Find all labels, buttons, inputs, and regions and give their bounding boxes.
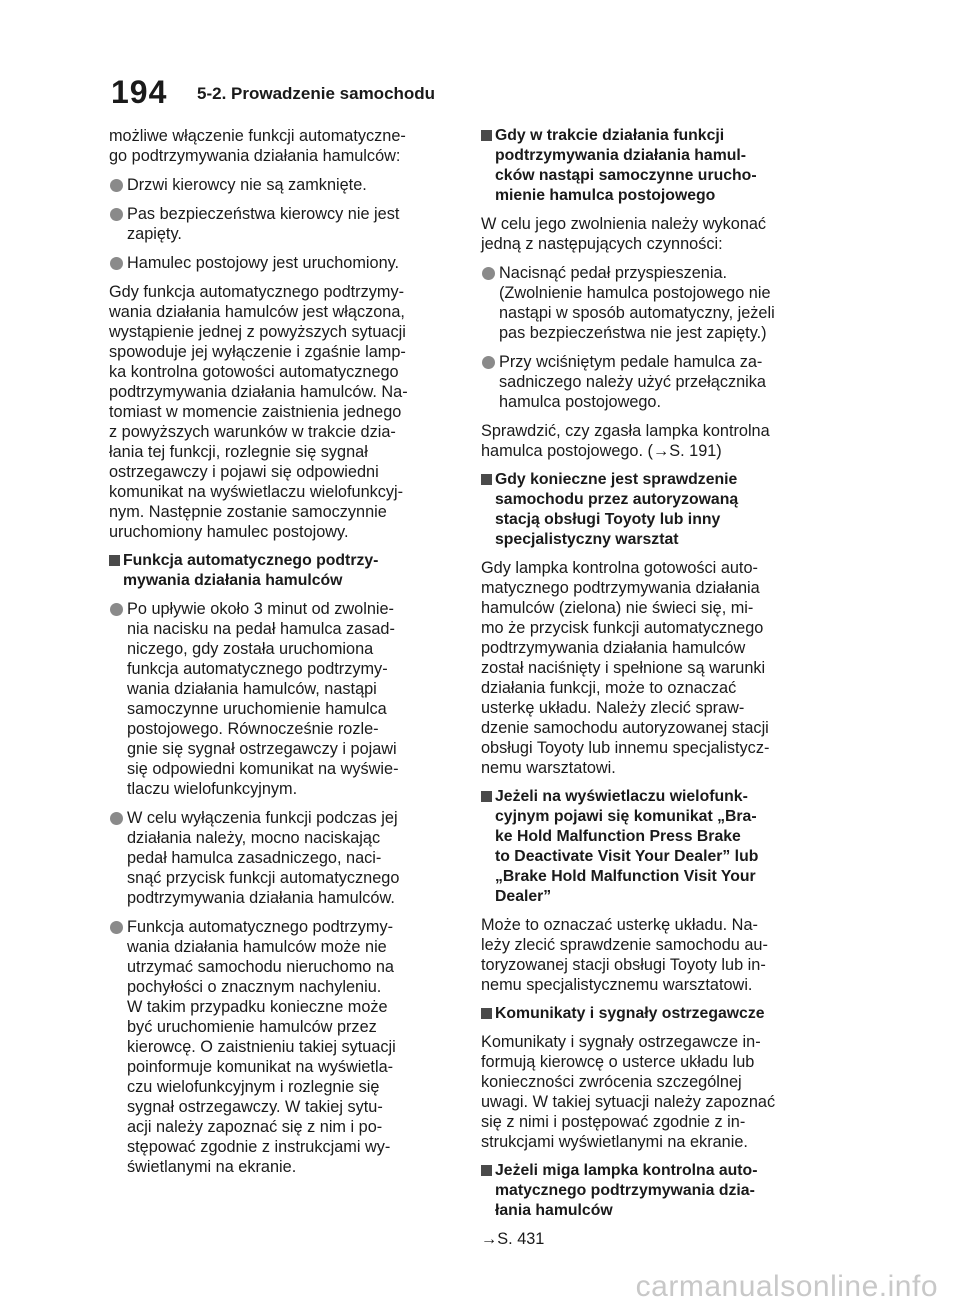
body-paragraph: W celu jego zwolnienia należy wykonać jedną z następujących czynności: <box>481 215 767 253</box>
bullet-parking-switch <box>481 352 823 412</box>
page-number: 194 <box>111 74 168 110</box>
bullet-parking-brake <box>109 253 451 273</box>
heading-malfunction-message <box>481 787 823 907</box>
bullet-dot-icon <box>110 208 123 221</box>
body-paragraph: Komunikaty i sygnały ostrzegawcze in- formują kierowcę o usterce układu lub konieczności zwrócenia szczególnej uwagi. W takiej sytuacji należy zapoznać się z nimi i postępować zgodnie z in- strukcjami wyświetlanymi na ekranie. <box>481 1033 776 1151</box>
heading-brake-hold-function <box>109 551 451 591</box>
bullet-text: Pas bezpieczeństwa kierowcy nie jest zapięty. <box>127 205 400 243</box>
bullet-dot-icon <box>482 356 495 369</box>
heading-square-icon <box>481 474 492 485</box>
left-column <box>109 126 451 1186</box>
bullet-dot-icon <box>110 257 123 270</box>
heading-messages-warnings <box>481 1004 823 1024</box>
body-paragraph: Może to oznaczać usterkę układu. Na- leży zlecić sprawdzenie samochodu au- toryzowanej stacji obsługi Toyoty lub in- nemu specjalistycznemu warsztatowi. <box>481 916 768 994</box>
heading-square-icon <box>481 791 492 802</box>
bullet-text: W celu wyłączenia funkcji podczas jej działania należy, mocno naciskając pedał hamulca zasadniczego, naci- snąć przycisk funkcji automatycznego podtrzymywania działania hamulców. <box>127 809 400 907</box>
bullet-text: Przy wciśniętym pedale hamulca za- sadniczego należy użyć przełącznika hamulca postojowego. <box>499 353 766 411</box>
heading-text: Gdy konieczne jest sprawdzenie samochodu przez autoryzowaną stacją obsługi Toyoty lub inny specjalistyczny warsztat <box>495 471 739 548</box>
bullet-dot-icon <box>110 812 123 825</box>
bullet-text: Hamulec postojowy jest uruchomiony. <box>127 254 400 272</box>
bullet-three-minutes <box>109 599 451 799</box>
right-column <box>481 126 823 1258</box>
heading-square-icon <box>481 1008 492 1019</box>
body-paragraph: Gdy lampka kontrolna gotowości auto- matycznego podtrzymywania działania hamulców (zielona) nie świeci się, mi- mo że przycisk funkcji automatycznego podtrzymywania działania hamulców został naciśnięty i spełnione są warunki działania funkcji, może to oznaczać usterkę układu. Należy zlecić spraw- dzenie samochodu autoryzowanej stacji obsługi Toyoty lub innemu specjalistycz- nemu warsztatowi. <box>481 559 770 777</box>
heading-square-icon <box>109 555 120 566</box>
heading-square-icon <box>481 1165 492 1176</box>
bullet-driver-door <box>109 175 451 195</box>
bullet-steep-slope <box>109 917 451 1177</box>
intro-paragraph: możliwe włączenie funkcji automatyczne- go podtrzymywania działania hamulców: <box>109 127 406 165</box>
bullet-dot-icon <box>110 603 123 616</box>
bullet-dot-icon <box>482 267 495 280</box>
section-title: 5-2. Prowadzenie samochodu <box>197 84 436 103</box>
page-reference: →S. 431 <box>481 1230 545 1248</box>
bullet-disable-function <box>109 808 451 908</box>
bullet-text: Drzwi kierowcy nie są zamknięte. <box>127 176 367 194</box>
bullet-text: Funkcja automatycznego podtrzymy- wania działania hamulców może nie utrzymać samochodu nieruchomo na pochyłości o znacznym nachyleniu. W takim przypadku konieczne może być uruchomienie hamulców przez kierowcę. O zaistnieniu takiej sytuacji poinformuje komunikat na wyświetla- czu wielofunkcyjnym i rozlegnie się sygnał ostrzegawczy. W takiej sytu- acji należy zapoznać się z nim i po- stępować zgodnie z instrukcjami wy- świetlanymi na ekranie. <box>127 918 396 1176</box>
heading-text: Komunikaty i sygnały ostrzegawcze <box>495 1005 765 1022</box>
bullet-dot-icon <box>110 921 123 934</box>
watermark: carmanualsonline.info <box>635 1270 938 1303</box>
bullet-accelerator <box>481 263 823 343</box>
heading-text: Jeżeli miga lampka kontrolna auto- matycznego podtrzymywania dzia- łania hamulców <box>495 1162 758 1219</box>
bullet-dot-icon <box>110 179 123 192</box>
heading-text: Jeżeli na wyświetlaczu wielofunk- cyjnym pojawi się komunikat „Bra- ke Hold Malfunction Press Brake to Deactivate Visit Your Dealer” lub „Brake Hold Malfunction Visit Your Dealer” <box>495 788 759 905</box>
heading-text: Gdy w trakcie działania funkcji podtrzymywania działania hamul- cków nastąpi samoczynne urucho- mienie hamulca postojowego <box>495 127 757 204</box>
bullet-text: Nacisnąć pedał przyspieszenia. (Zwolnienie hamulca postojowego nie nastąpi w sposób automatyczny, jeżeli pas bezpieczeństwa nie jest zapięty.) <box>499 264 775 342</box>
heading-indicator-flashing <box>481 1161 823 1221</box>
heading-square-icon <box>481 130 492 141</box>
heading-inspection-needed <box>481 470 823 550</box>
heading-text: Funkcja automatycznego podtrzy- mywania działania hamulców <box>123 552 379 589</box>
body-paragraph: Gdy funkcja automatycznego podtrzymy- wania działania hamulców jest włączona, wystąpienie jednej z powyższych sytuacji spowoduje jej wyłączenie i zgaśnie lamp- ka kontrolna gotowości automatycznego podtrzymywania działania hamulców. Na- tomiast w momencie zaistnienia jednego z powyższych warunków w trakcie dzia- łania tej funkcji, rozlegnie się sygnał ostrzegawczy i pojawi się odpowiedni komunikat na wyświetlaczu wielofunkcyj- nym. Następnie zostanie samoczynnie uruchomiony hamulec postojowy. <box>109 283 408 541</box>
body-paragraph: Sprawdzić, czy zgasła lampka kontrolna hamulca postojowego. (→S. 191) <box>481 422 770 460</box>
bullet-text: Po upływie około 3 minut od zwolnie- nia nacisku na pedał hamulca zasad- niczego, gdy została uruchomiona funkcja automatycznego podtrzymy- wania działania hamulców, nastąpi samoczynne uruchomienie hamulca postojowego. Równocześnie rozle- gnie się sygnał ostrzegawczy i pojawi się odpowiedni komunikat na wyświe- tlaczu wielofunkcyjnym. <box>127 600 399 798</box>
bullet-seatbelt <box>109 204 451 244</box>
heading-automatic-parking-brake <box>481 126 823 206</box>
